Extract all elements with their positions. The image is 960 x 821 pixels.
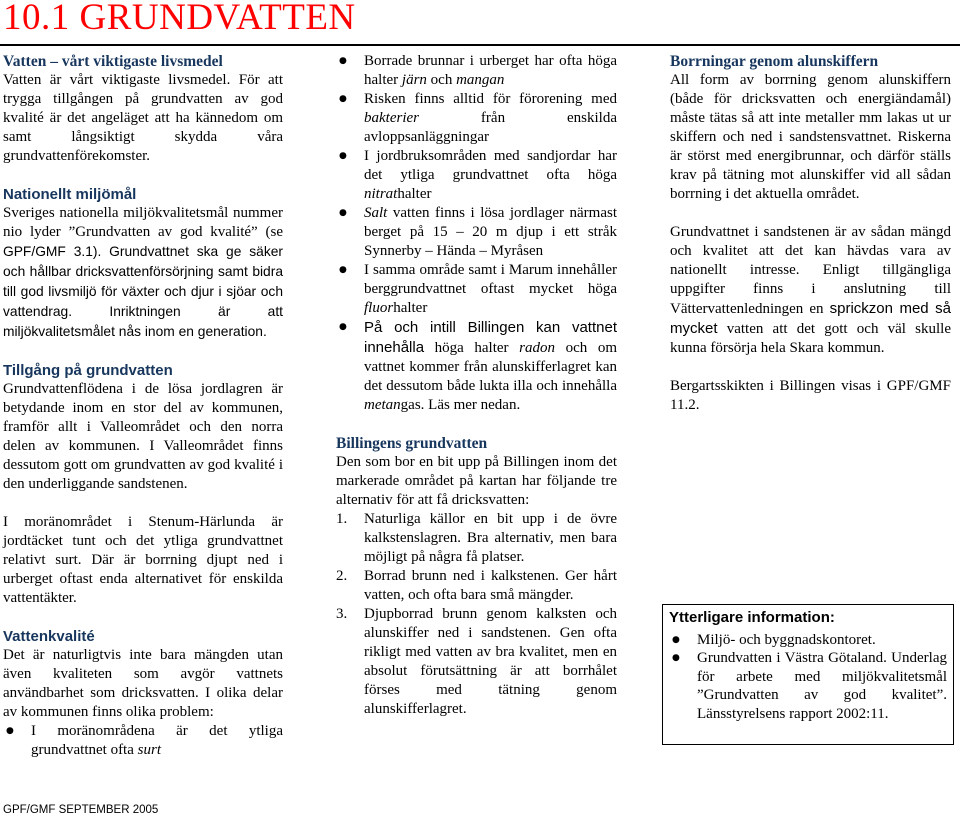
paragraph-borrningar: All form av borrning genom alunskiffern (både för dricksvatten och energiändamål) måste tätas så att inte metaller mm lakas ut ur skiffern och ned i sandstensvattnet. Riskerna är störst med energibrunnar, och därför ställs krav på tätning mot alunskiffer vid all sådan borrning i det aktuella området. — [670, 72, 951, 202]
column-1 — [3, 52, 283, 760]
list-item: ● Miljö- och byggnadskontoret. — [669, 631, 947, 650]
paragraph-bergart: Bergartsskikten i Billingen visas i GPF/GMF 11.2. — [670, 378, 951, 413]
title-rule — [0, 44, 960, 46]
info-box-title: Ytterligare information: — [669, 609, 835, 626]
page-title: 10.1 GRUNDVATTEN — [3, 0, 356, 38]
list-item: 3. Djupborrad brunn genom kalksten och alunskiffer ned i sandstenen. Gen ofta rikligt med vatten av bra kvalitet, men en absolut förutsättning är att borrhålet förses med tätning genom alunskifferlagret. — [336, 606, 617, 717]
list-item: ● På och intill Billingen kan vattnet innehålla höga halter radon och om vattnet kommer från alunskifferlagret kan det dessutom både lukta illa och innehålla metangas. Läs mer nedan. — [336, 318, 617, 415]
list-item: ● Borrade brunnar i urberget har ofta höga halter järn och mangan — [336, 52, 617, 90]
heading-borrningar: Borrningar genom alunskiffern — [670, 53, 879, 70]
column-2 — [336, 52, 617, 719]
list-item: ● Risken finns alltid för förorening med bakterier från enskilda avloppsanläggningar — [336, 90, 617, 147]
quality-bullet-list — [3, 722, 283, 760]
list-item: ● I moränområdena är det ytliga grundvattnet ofta surt — [3, 722, 283, 760]
problem-bullet-list — [336, 52, 617, 415]
paragraph-kvalite: Det är naturligtvis inte bara mängden utan även kvaliteten som avgör vattnets användbarhet som dricksvatten. I olika delar av kommunen finns olika problem: — [3, 647, 283, 720]
paragraph-sandsten: Grundvattnet i sandstenen är av sådan mängd och kvalitet att det kan hävdas vara av nationellt intresse. Enligt tillgängliga uppgifter finns i anslutning till Vättervattenledningen en sprickzon med så mycket vatten att det gott och väl skulle kunna försörja hela Skara kommun. — [670, 224, 951, 356]
list-item: ● Salt vatten finns i lösa jordlager närmast berget på 15 – 20 m djup i ett stråk Synnerby – Hända – Myråsen — [336, 204, 617, 261]
list-item: ● I jordbruksområden med sandjordar har det ytliga grundvattnet ofta höga nitrathalter — [336, 147, 617, 204]
paragraph-billingen: Den som bor en bit upp på Billingen inom det markerade området på kartan har följande tre alternativ för att få dricksvatten: — [336, 454, 617, 508]
paragraph-tillgang: Grundvattenflödena i de lösa jordlagren är betydande inom en stor del av kommunen, framför allt i Valleområdet och den norra delen av kommunen. I Valleområdet finns dessutom gott om grundvatten av god kvalité i den underliggande sandstenen. — [3, 381, 283, 492]
list-item: ● I samma område samt i Marum innehåller berggrundvattnet oftast mycket höga fluorhalter — [336, 261, 617, 318]
heading-tillgang: Tillgång på grundvatten — [3, 362, 173, 379]
heading-kvalite: Vattenkvalité — [3, 628, 95, 645]
info-box-list — [669, 631, 947, 724]
heading-miljomal: Nationellt miljömål — [3, 186, 137, 203]
heading-billingen: Billingens grundvatten — [336, 435, 488, 452]
alternatives-list — [336, 510, 617, 719]
paragraph-vatten: Vatten är vårt viktigaste livsmedel. För att trygga tillgången på grundvatten av god kvalité är det angeläget att ha kännedom om samt långsiktigt skydda våra grundvattenförekomster. — [3, 72, 283, 164]
info-box — [662, 604, 954, 745]
paragraph-moran: I moränområdet i Stenum-Härlunda är jordtäcket tunt och det ytliga grundvattnet relativt surt. Där är borrning djupt ned i urberget oftast enda alternativet för enskilda vattentäkter. — [3, 514, 283, 606]
list-item: ● Grundvatten i Västra Götaland. Underlag för arbete med miljökvalitetsmål ”Grundvatten av god kvalitet”. Länsstyrelsens rapport 2002:11. — [669, 649, 947, 723]
list-item: 2. Borrad brunn ned i kalkstenen. Ger hårt vatten, och ofta bara små mängder. — [336, 568, 617, 603]
paragraph-miljomal: Sveriges nationella miljökvalitetsmål nummer nio lyder ”Grundvatten av god kvalité” (se GPF/GMF 3.1). Grundvattnet ska ge säker och hållbar dricksvattenförsörjning samt bidra till god livsmiljö för växter och djur i sjöar och vattendrag. Inriktningen är att miljökvalitetsmålet nås inom en generation. — [3, 205, 283, 339]
list-item: 1. Naturliga källor en bit upp i de övre kalkstenslagren. Bra alternativ, men bara möjligt på några få platser. — [336, 511, 617, 565]
column-3 — [670, 52, 951, 415]
heading-vatten: Vatten – vårt viktigaste livsmedel — [3, 53, 223, 70]
page-footer: GPF/GMF SEPTEMBER 2005 — [3, 804, 159, 816]
